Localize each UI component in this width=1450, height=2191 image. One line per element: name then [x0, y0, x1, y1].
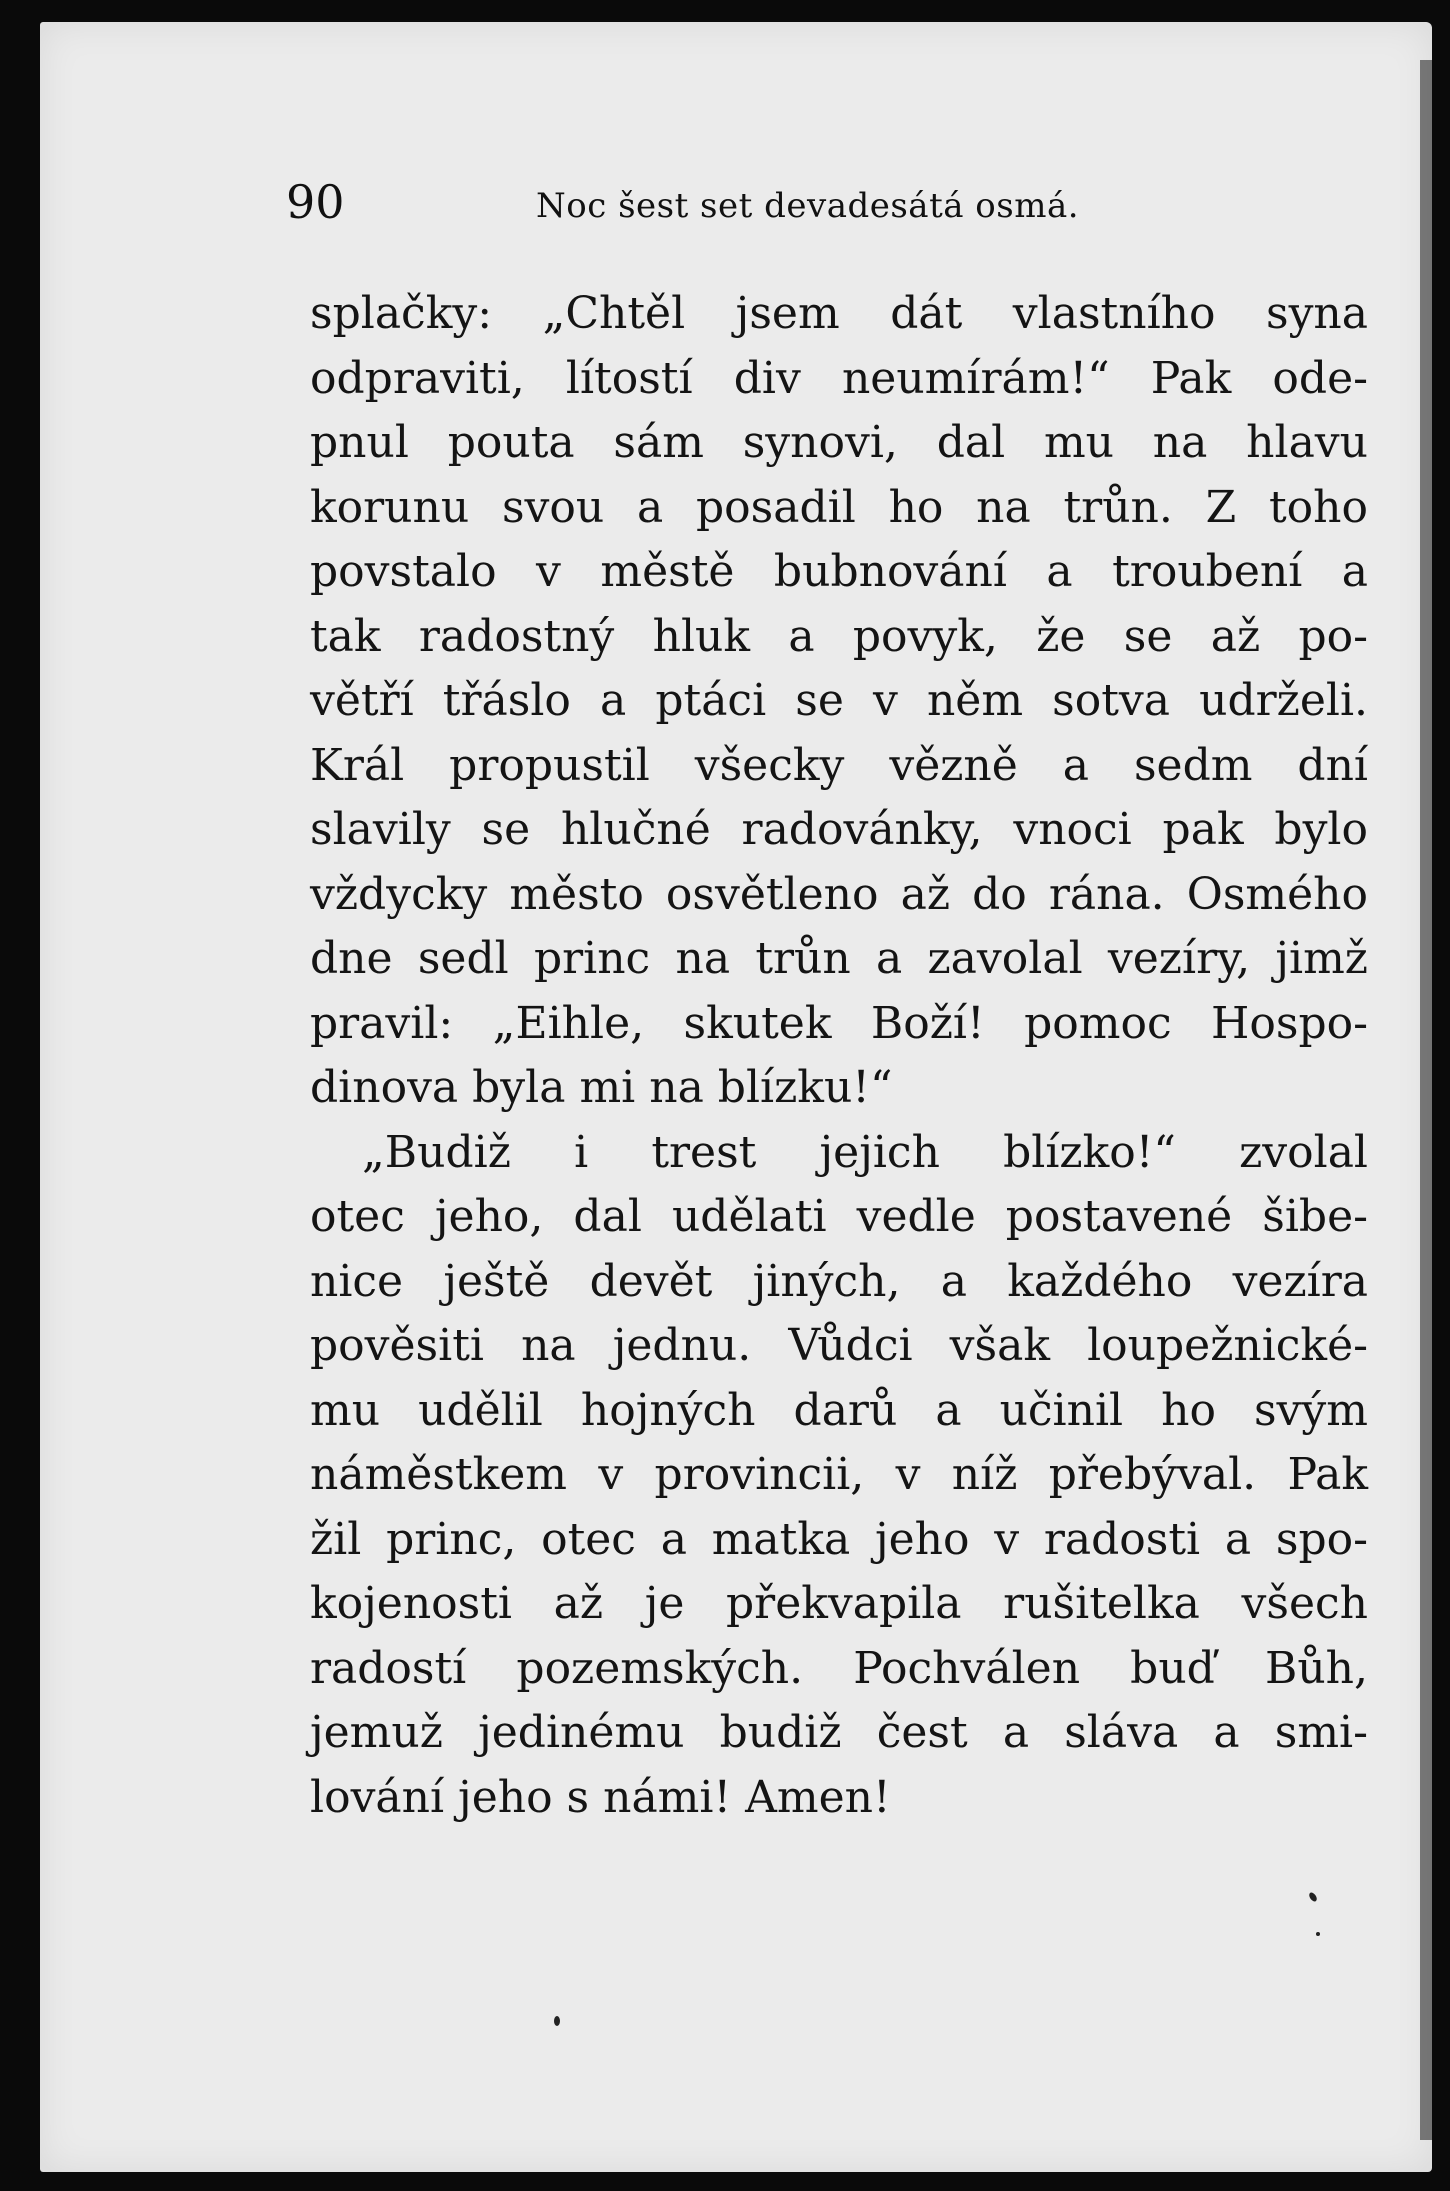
text-line: pnul pouta sám synovi, dal mu na hlavu	[310, 417, 1368, 468]
text-line: větří třáslo a ptáci se v něm sotva udrželi.	[310, 675, 1368, 726]
text-line: mu udělil hojných darů a učinil ho svým	[310, 1384, 1368, 1436]
text-line: tak radostný hluk a povyk, že se až po-	[310, 610, 1368, 662]
page-number: 90	[286, 175, 345, 229]
text-line: pravil: „Eihle, skutek Boží! pomoc Hospo-	[310, 997, 1368, 1049]
text-line: radostí pozemských. Pochválen buď Bůh,	[310, 1642, 1368, 1694]
text-line: splačky: „Chtěl jsem dát vlastního syna	[310, 288, 1368, 339]
text-line: „Budiž i trest jejich blízko!“ zvolal	[362, 1126, 1368, 1178]
text-line: náměstkem v provincii, v níž přebýval. Pak	[310, 1449, 1368, 1500]
text-line: vždycky město osvětleno až do rána. Osmého	[310, 868, 1368, 920]
text-line: kojenosti až je překvapila rušitelka všech	[310, 1578, 1368, 1629]
text-line: lování jeho s námi! Amen!	[310, 1771, 891, 1823]
text-line: povstalo v městě bubnování a troubení a	[310, 546, 1368, 597]
print-speck	[554, 2016, 560, 2026]
print-speck	[1316, 1932, 1320, 1936]
page-edge-shadow	[1420, 60, 1432, 2140]
text-line: jemuž jedinému budiž čest a sláva a smi-	[310, 1707, 1368, 1758]
text-line: dne sedl princ na trůn a zavolal vezíry, jimž	[310, 933, 1368, 984]
text-line: slavily se hlučné radovánky, vnoci pak bylo	[310, 804, 1368, 855]
page-header	[246, 172, 1366, 232]
text-line: nice ještě devět jiných, a každého vezíra	[310, 1255, 1368, 1307]
body-text	[310, 282, 1368, 1830]
running-head: Noc šest set devadesátá osmá.	[536, 186, 1080, 226]
text-line: korunu svou a posadil ho na trůn. Z toho	[310, 481, 1368, 533]
print-speck	[1308, 1891, 1319, 1903]
book-page	[40, 22, 1432, 2172]
text-line: pověsiti na jednu. Vůdci však loupežnické-	[310, 1320, 1368, 1371]
text-line: odpraviti, lítostí div neumírám!“ Pak ode-	[310, 352, 1368, 404]
text-line: otec jeho, dal udělati vedle postavené šibe-	[310, 1191, 1368, 1242]
text-line: Král propustil všecky vězně a sedm dní	[310, 739, 1368, 791]
text-line: dinova byla mi na blízku!“	[310, 1062, 893, 1113]
text-line: žil princ, otec a matka jeho v radosti a spo-	[310, 1513, 1368, 1565]
